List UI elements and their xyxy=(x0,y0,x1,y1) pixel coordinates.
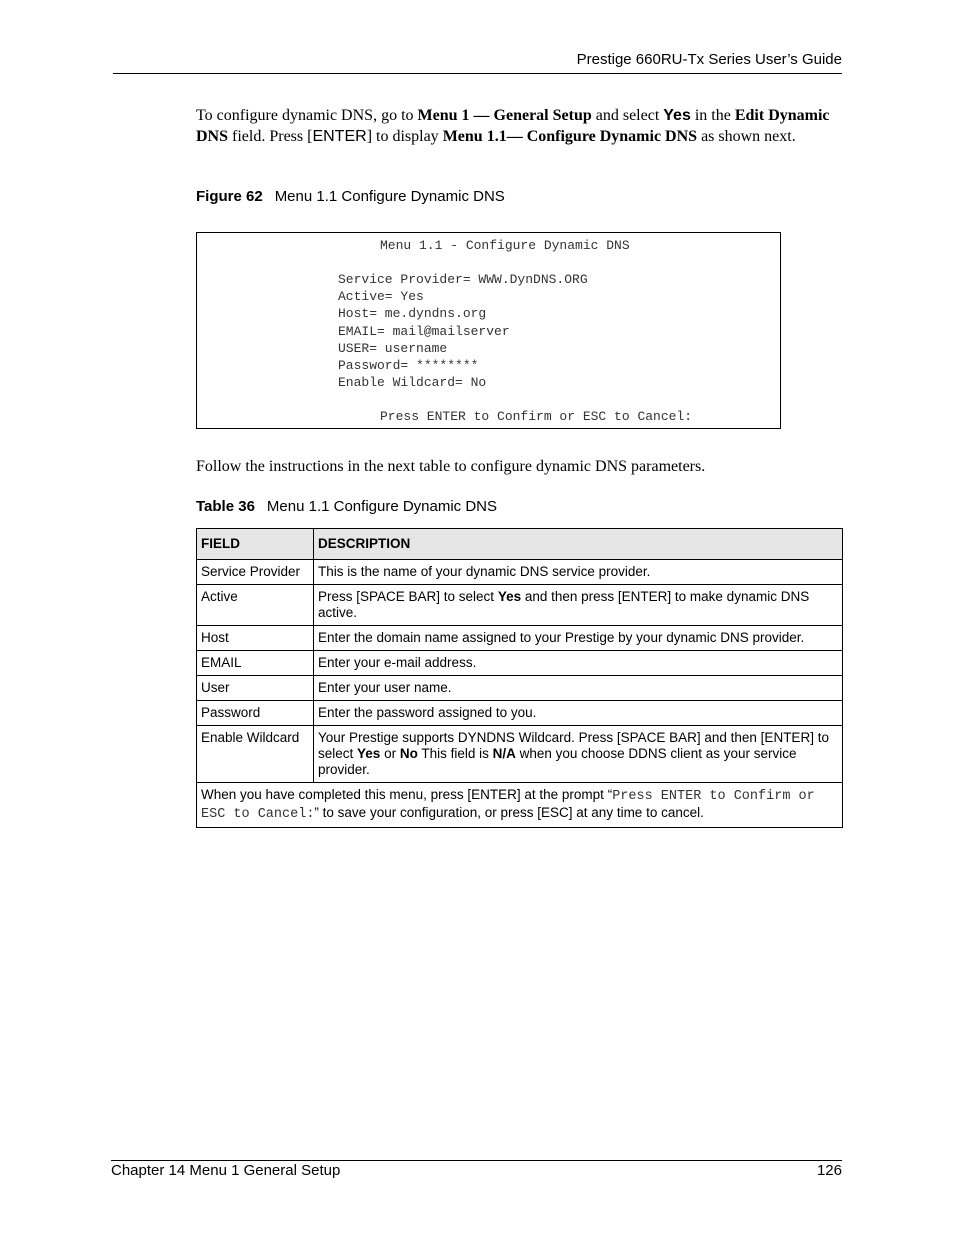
desc-text: when you choose DDNS client as your service provider. xyxy=(318,746,797,777)
table-footer-row xyxy=(197,783,843,828)
desc-text: Press [SPACE BAR] to select xyxy=(318,589,498,604)
intro-menu-ref: Menu 1 — General Setup xyxy=(417,107,592,124)
intro-text: To configure dynamic DNS, go to xyxy=(196,107,418,124)
intro-text: and select xyxy=(591,107,664,124)
field-cell: EMAIL xyxy=(197,651,314,676)
field-cell: Active xyxy=(197,585,314,626)
table-footer-cell xyxy=(197,783,843,828)
intro-submenu-ref: Menu 1.1— Configure Dynamic DNS xyxy=(442,127,698,145)
field-cell: Service Provider xyxy=(197,560,314,585)
description-cell: Enter your user name. xyxy=(314,676,843,701)
desc-text: This field is xyxy=(417,746,493,761)
footer-text: ” to save your configuration, or press [ESC] at any time to cancel. xyxy=(314,805,704,820)
header-field: FIELD xyxy=(197,529,314,560)
field-cell: Password xyxy=(197,701,314,726)
field-cell: User xyxy=(197,676,314,701)
follow-paragraph: Follow the instructions in the next table to configure dynamic DNS parameters. xyxy=(196,458,706,475)
description-cell: Enter the domain name assigned to your Prestige by your dynamic DNS provider. xyxy=(314,626,843,651)
running-header-title: Prestige 660RU-Tx Series User’s Guide xyxy=(576,51,842,68)
footer-page-number: 126 xyxy=(816,1162,842,1179)
screen-enable-wildcard: Enable Wildcard= No xyxy=(338,375,487,390)
desc-bold: N/A xyxy=(492,746,516,761)
description-cell: Enter the password assigned to you. xyxy=(314,701,843,726)
figure-title: Menu 1.1 Configure Dynamic DNS xyxy=(274,188,505,205)
screen-active: Active= Yes xyxy=(338,289,424,304)
footer-text: When you have completed this menu, press [ENTER] at the prompt “ xyxy=(201,787,613,802)
header-description: DESCRIPTION xyxy=(314,529,843,560)
desc-bold: Yes xyxy=(357,746,381,761)
footer-chapter: Chapter 14 Menu 1 General Setup xyxy=(111,1162,341,1179)
intro-paragraph xyxy=(196,106,842,147)
description-cell: Enter your e-mail address. xyxy=(314,651,843,676)
table-row xyxy=(197,626,843,651)
figure-caption xyxy=(196,188,505,205)
field-cell: Host xyxy=(197,626,314,651)
screen-prompt: Press ENTER to Confirm or ESC to Cancel: xyxy=(380,409,693,424)
table-row xyxy=(197,726,843,783)
description-cell: This is the name of your dynamic DNS service provider. xyxy=(314,560,843,585)
intro-text: ] to display xyxy=(366,127,443,145)
intro-yes: Yes xyxy=(663,107,691,124)
footer-divider xyxy=(111,1160,842,1161)
field-description-table xyxy=(196,528,843,828)
desc-bold: Yes xyxy=(497,589,522,604)
table-label: Table 36 xyxy=(196,498,255,515)
intro-text: field. Press [ xyxy=(228,127,313,145)
screen-user: USER= username xyxy=(338,341,448,356)
intro-text: as shown next. xyxy=(697,127,796,145)
screen-title: Menu 1.1 - Configure Dynamic DNS xyxy=(380,238,630,253)
table-row xyxy=(197,676,843,701)
table-title: Menu 1.1 Configure Dynamic DNS xyxy=(266,498,498,515)
table-row xyxy=(197,701,843,726)
menu-screen xyxy=(196,232,781,429)
table-row xyxy=(197,560,843,585)
intro-key: ENTER xyxy=(312,127,367,145)
screen-password: Password= ******** xyxy=(338,358,479,373)
screen-host: Host= me.dyndns.org xyxy=(338,306,487,321)
screen-service-provider: Service Provider= WWW.DynDNS.ORG xyxy=(338,272,588,287)
table-row xyxy=(197,585,843,626)
desc-text: Your Prestige supports DYNDNS Wildcard. Press [SPACE BAR] and then [ENTER] to select xyxy=(318,730,829,761)
screen-email: EMAIL= mail@mailserver xyxy=(338,324,510,339)
intro-text: in the xyxy=(690,107,735,124)
field-cell: Enable Wildcard xyxy=(197,726,314,783)
desc-text: and then press [ENTER] to make dynamic DNS active. xyxy=(318,589,810,620)
footer-prompt-code: Press ENTER to Confirm or ESC to Cancel: xyxy=(201,789,815,822)
table-caption xyxy=(196,498,497,515)
table-row xyxy=(197,651,843,676)
header-divider xyxy=(113,73,842,74)
description-cell xyxy=(314,726,843,783)
table-header-row xyxy=(197,529,843,560)
description-cell xyxy=(314,585,843,626)
desc-text: or xyxy=(380,746,400,761)
intro-field-ref: Edit Dynamic DNS xyxy=(196,107,830,145)
figure-label: Figure 62 xyxy=(196,188,263,205)
desc-bold: No xyxy=(399,746,418,761)
